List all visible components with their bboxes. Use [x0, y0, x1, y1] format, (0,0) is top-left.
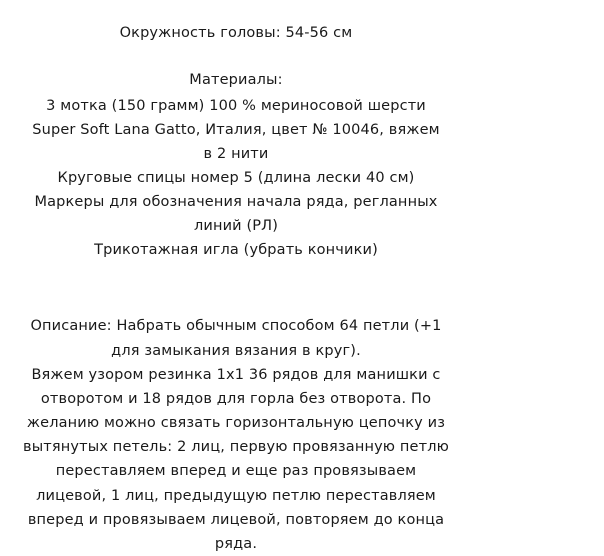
description-line: лицевой, 1 лиц, предыдущую петлю переставляем — [36, 488, 436, 504]
description-line: Вяжем узором резинка 1x1 36 рядов для манишки с — [31, 367, 441, 383]
description-line: отворотом и 18 рядов для горла без отворота. По — [40, 391, 432, 407]
description-line: вытянутых петель: 2 лиц, первую провязанную петлю — [23, 439, 449, 455]
description-line: желанию можно связать горизонтальную цепочку из — [26, 415, 446, 431]
materials-heading: Материалы: — [189, 72, 283, 88]
materials-line: линий (РЛ) — [193, 218, 279, 234]
materials-line: Круговые спицы номер 5 (длина лески 40 см) — [57, 170, 415, 186]
materials-line: Маркеры для обозначения начала ряда, регланных — [34, 194, 438, 210]
description-line: переставляем вперед и еще раз провязываем — [55, 463, 417, 479]
description-line: Описание: Набрать обычным способом 64 петли (+1 — [30, 318, 442, 334]
head-size-line: Окружность головы: 54-56 см — [119, 25, 353, 41]
materials-line: в 2 нити — [203, 146, 269, 162]
description-line: ряда. — [214, 536, 258, 552]
description-line: для замыкания вязания в круг). — [111, 343, 361, 359]
materials-line: Трикотажная игла (убрать кончики) — [94, 242, 378, 258]
description-line: вперед и провязываем лицевой, повторяем до конца — [27, 512, 445, 528]
materials-line: 3 мотка (150 грамм) 100 % мериносовой шерсти — [46, 98, 426, 114]
materials-line: Super Soft Lana Gatto, Италия, цвет № 10046, вяжем — [32, 122, 440, 138]
